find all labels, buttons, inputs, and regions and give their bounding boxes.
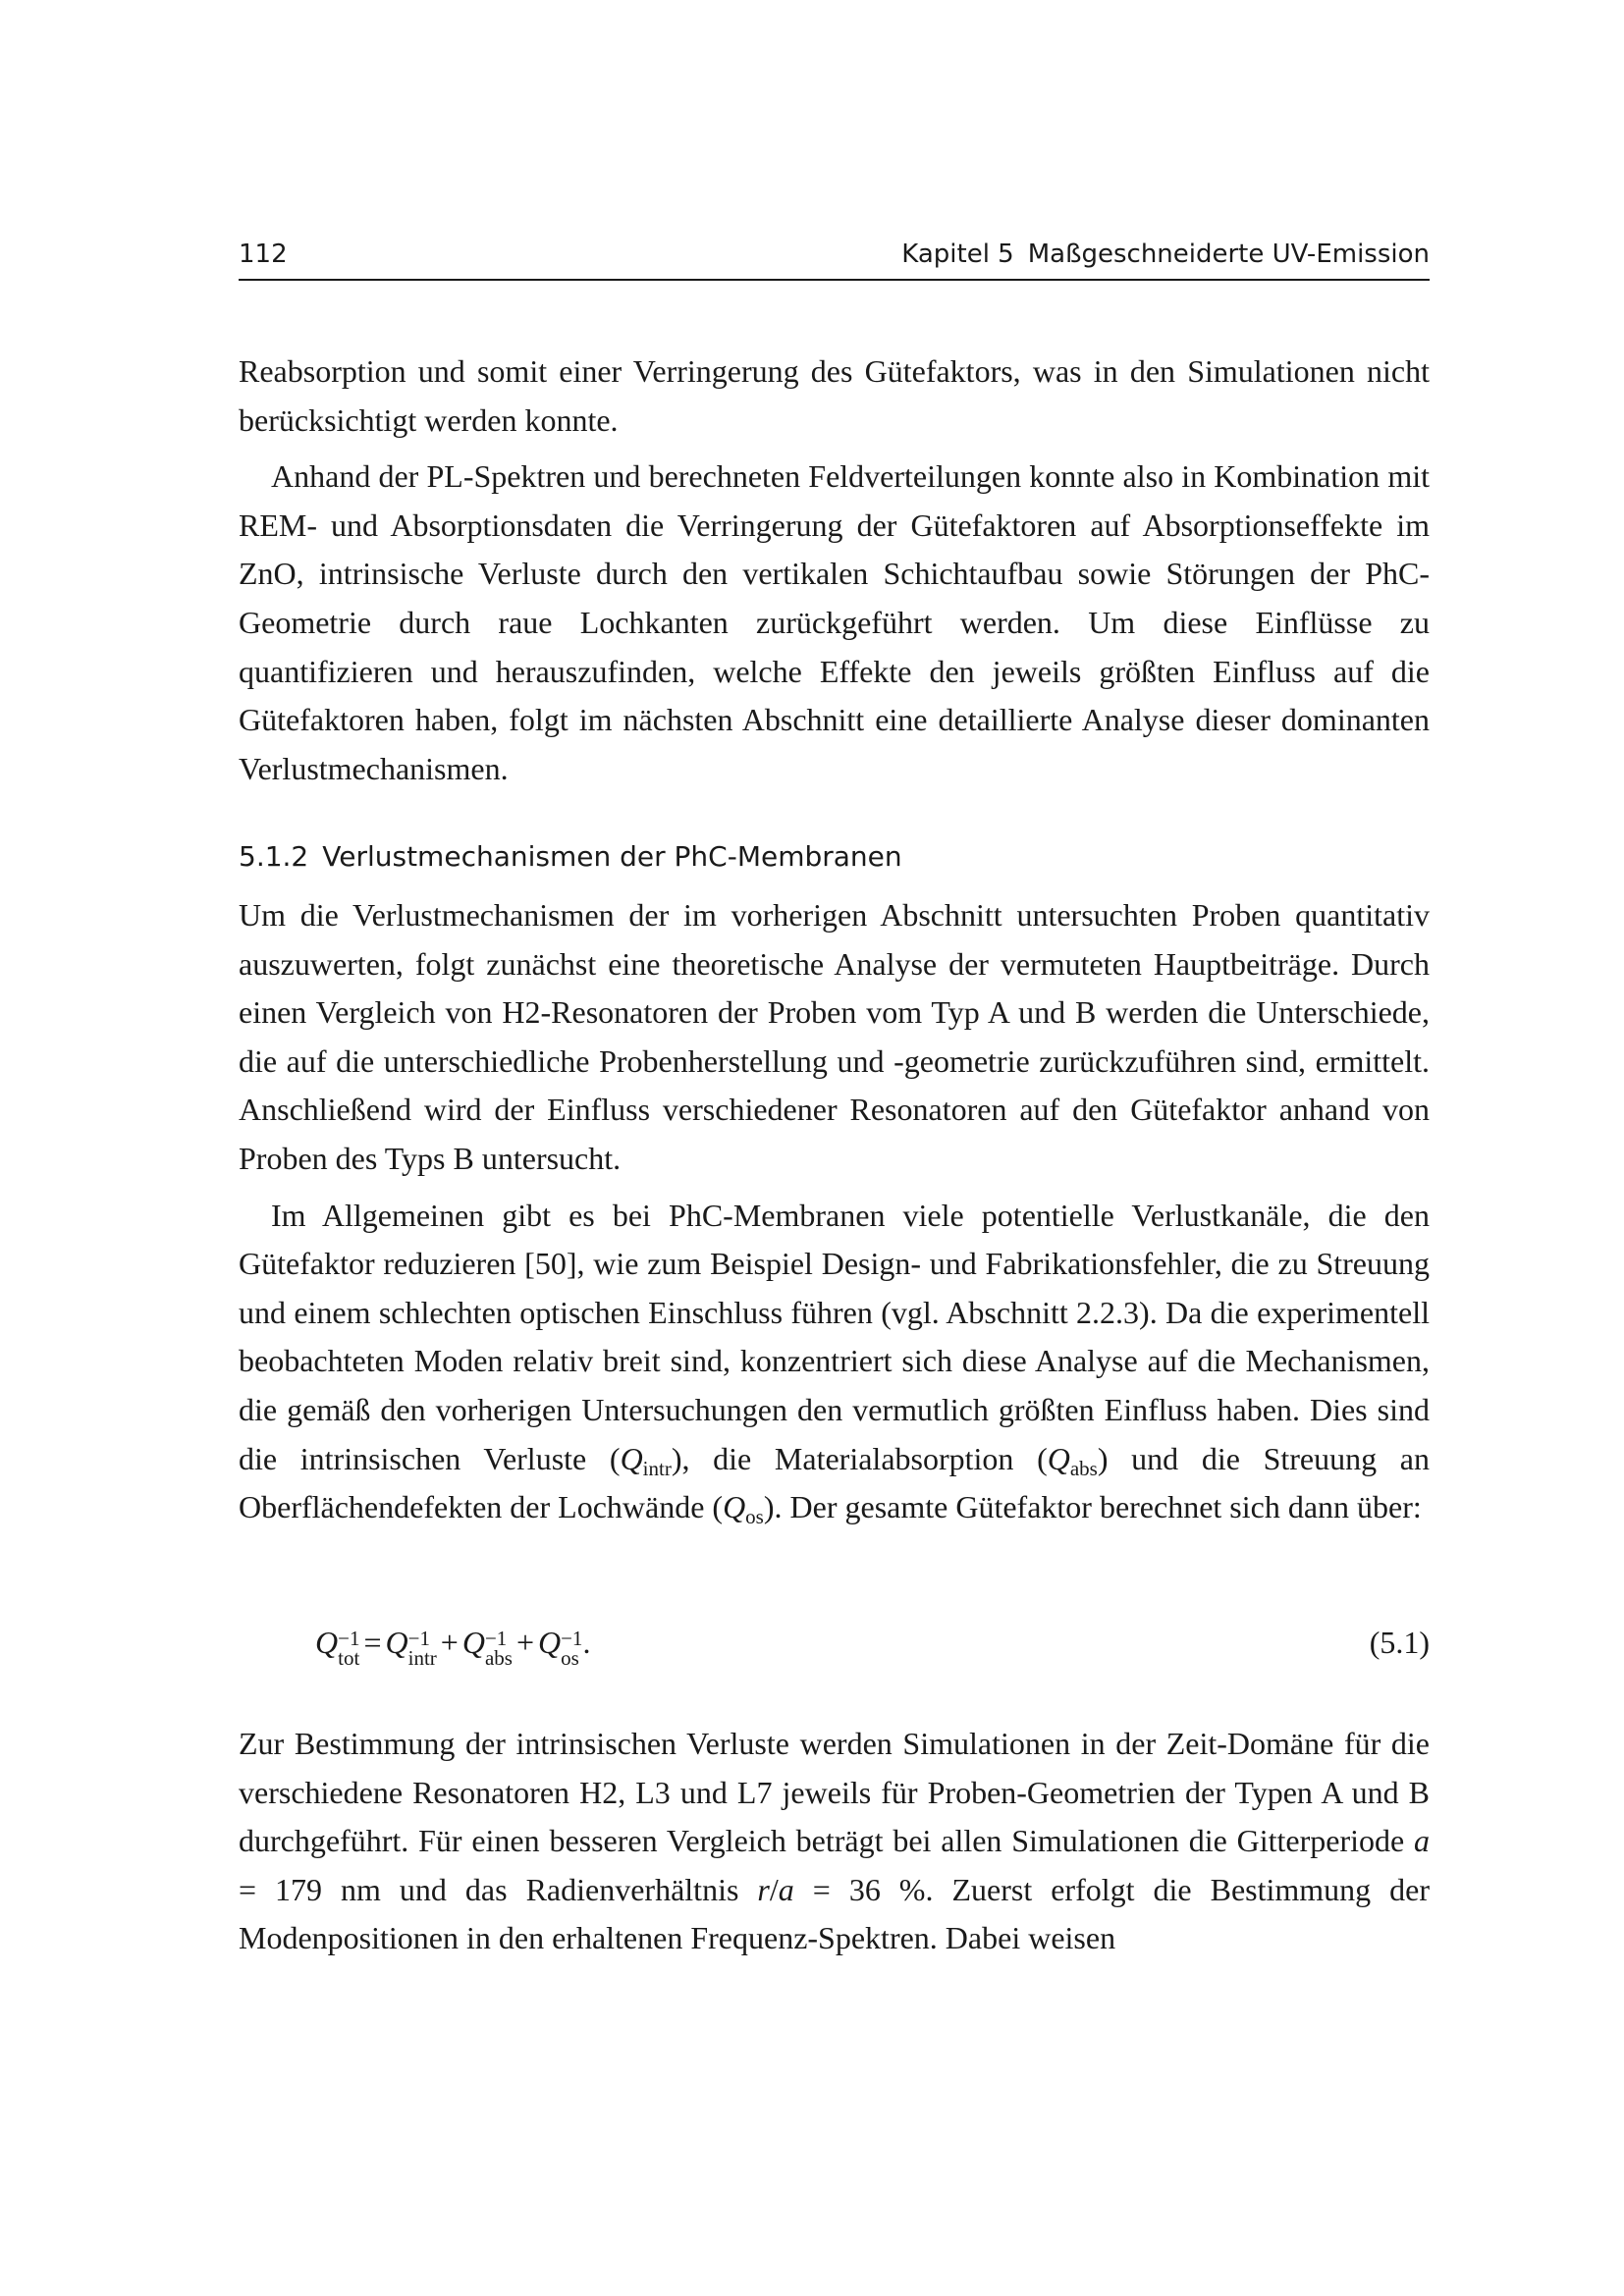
section-heading — [239, 840, 902, 873]
section-title: Verlustmechanismen der PhC-Membranen — [322, 840, 902, 873]
section-number: 5.1.2 — [239, 840, 309, 873]
section-paragraph-2: Im Allgemeinen gibt es bei PhC-Membranen viele potentielle Verlustkanäle, die den Gütefaktor reduzieren [50], wie zum Beispiel Design- und Fabrikationsfehler, die zu Streuung und einem schlechten optischen Einschluss führen (vgl. Abschnitt 2.2.3). Da die experimentell beobachteten Moden relativ breit sind, konzentriert sich diese Analyse auf die Mechanismen, die gemäß den vorherigen Untersuchungen den vermutlich größten Einfluss haben. Dies sind die intrinsischen Verluste $(Q_{intr})$, die Materialabsorption $(Q_{abs})$ und die Streuung an Oberflächendefekten der Lochwände $(Q_{os})$. Der gesamte Gütefaktor berechnet sich dann über: — [239, 1197, 1431, 1529]
section-text — [239, 891, 1430, 1532]
after-equation-text — [239, 1720, 1430, 1963]
intro-paragraph-2: Anhand der PL-Spektren und berechneten Feldverteilungen konnte also in Kombination mit REM- und Absorptionsdaten die Verringerung der Gütefaktoren auf Absorptionseffekte im ZnO, intrinsische Verluste durch den vertikalen Schichtaufbau sowie Störungen der PhC-Geometrie durch raue Lochkanten zurückgeführt werden. Um diese Einflüsse zu quantifizieren und herauszufinden, welche Effekte den jeweils größten Einfluss auf die Gütefaktoren haben, folgt im nächsten Abschnitt eine detaillierte Analyse dieser dominanten Verlustmechanismen. — [239, 458, 1430, 786]
chapter-title: Maßgeschneiderte UV-Emission — [1027, 240, 1430, 269]
intro-paragraph-1: Reabsorption und somit einer Verringerung des Gütefaktors, was in den Simulationen nicht berücksichtigt werden konnte. — [239, 353, 1430, 438]
equation-5-1 — [239, 1625, 1430, 1680]
intro-text — [239, 347, 1430, 793]
equation-body: Q −1 tot = Q −1 intr + Q −1 abs + Q −1 os . — [315, 1625, 591, 1670]
chapter-label: Kapitel 5 — [901, 240, 1014, 269]
running-head — [901, 240, 1430, 269]
page-number: 112 — [239, 240, 288, 269]
equation-number: (5.1) — [1369, 1625, 1430, 1660]
section-paragraph-1: Um die Verlustmechanismen der im vorherigen Abschnitt untersuchten Proben quantitativ auszuwerten, folgt zunächst eine theoretische Analyse der vermuteten Hauptbeiträge. Durch einen Vergleich von H2-Resonatoren der Proben vom Typ A und B werden die Unterschiede, die auf die unterschiedliche Probenherstellung und -geometrie zurückzuführen sind, ermittelt. Anschließend wird der Einfluss verschiedener Resonatoren auf den Gütefaktor anhand von Proben des Typs B untersucht. — [239, 897, 1430, 1176]
page-header — [239, 238, 1430, 281]
section-paragraph-3: Zur Bestimmung der intrinsischen Verluste werden Simulationen in der Zeit-Domäne für die verschiedene Resonatoren H2, L3 und L7 jeweils für Proben-Geometrien der Typen A und B durchgeführt. Für einen besseren Vergleich beträgt bei allen Simulationen die Gitterperiode a = 179 nm und das Radienverhältnis r/a = 36 %. Zuerst erfolgt die Bestimmung der Modenpositionen in den erhaltenen Frequenz-Spektren. Dabei weisen — [239, 1726, 1431, 1956]
